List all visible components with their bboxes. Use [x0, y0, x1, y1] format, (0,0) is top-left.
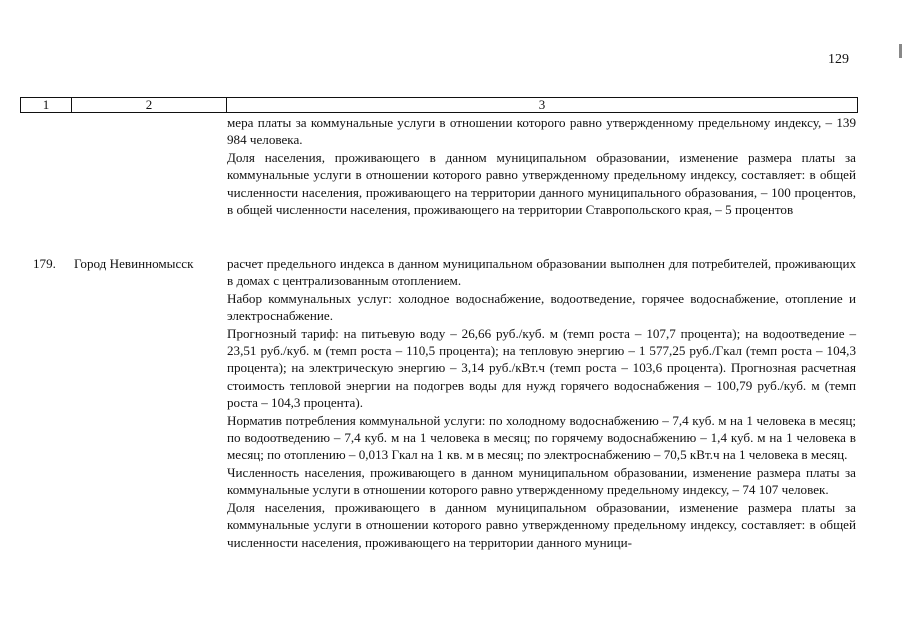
continuation-paragraph: мера платы за коммунальные услуги в отношении которого равно утвержденному предельному индексу, – 139 984 человека.: [227, 115, 856, 148]
continuation-paragraph: Доля населения, проживающего в данном муниципальном образовании, изменение размера платы за коммунальные услуги в отношении которого равно утвержденному предельному индексу, составляет: в общей численности населения, проживающего на территории данного муниципального образования, – 100 процентов, в общей численности населения, проживающего на территории Ставропольского края, – 5 процентов: [227, 149, 856, 218]
scan-edge-mark: [899, 44, 902, 58]
entry-paragraph: расчет предельного индекса в данном муниципальном образовании выполнен для потребителей, проживающих в домах с централизованным отоплением.: [227, 256, 856, 289]
entry-paragraph: Доля населения, проживающего в данном муниципальном образовании, изменение размера платы за коммунальные услуги в отношении которого равно утвержденному предельному индексу, составляет: в общей численности населения, проживающего на территории данного муници-: [227, 499, 856, 550]
continuation-text: [227, 114, 856, 218]
entry-municipality-name: Город Невинномысск: [74, 256, 194, 271]
entry-description: [227, 255, 856, 551]
entry-paragraph: Норматив потребления коммунальной услуги: по холодному водоснабжению – 7,4 куб. м на 1 человека в месяц; по водоотведению – 7,4 куб. м на 1 человека в месяц; по горячему водоснабжению – 1,4 куб. м на 1 человека в месяц; по отоплению – 0,013 Гкал на 1 кв. м в месяц; по электроснабжению – 70,5 кВт.ч на 1 человека в месяц.: [227, 412, 856, 463]
column-header-1: 1: [21, 98, 72, 112]
entry-paragraph: Набор коммунальных услуг: холодное водоснабжение, водоотведение, горячее водоснабжение, отопление и электроснабжение.: [227, 290, 856, 324]
entry-paragraph: Прогнозный тариф: на питьевую воду – 26,66 руб./куб. м (темп роста – 107,7 процента); на водоотведение – 23,51 руб./куб. м (темп роста – 110,5 процента); на тепловую энергию – 1 577,25 руб./Гкал (темп роста – 104,3 процента); на электрическую энергию – 3,14 руб./кВт.ч (темп роста – 103,6 процента). Прогнозная расчетная стоимость тепловой энергии на подогрев воды для нужд горячего водоснабжения – 100,79 руб./куб. м (темп роста – 104,3 процента).: [227, 325, 856, 411]
page-number: 129: [828, 52, 849, 67]
column-header-2: 2: [72, 98, 227, 112]
table-header-row: [20, 97, 858, 113]
entry-paragraph: Численность населения, проживающего в данном муниципальном образовании, изменение размера платы за коммунальные услуги в отношении которого равно утвержденному предельному индексу, – 74 107 человек.: [227, 464, 856, 498]
entry-number: 179.: [33, 256, 56, 271]
column-header-3: 3: [538, 97, 546, 112]
